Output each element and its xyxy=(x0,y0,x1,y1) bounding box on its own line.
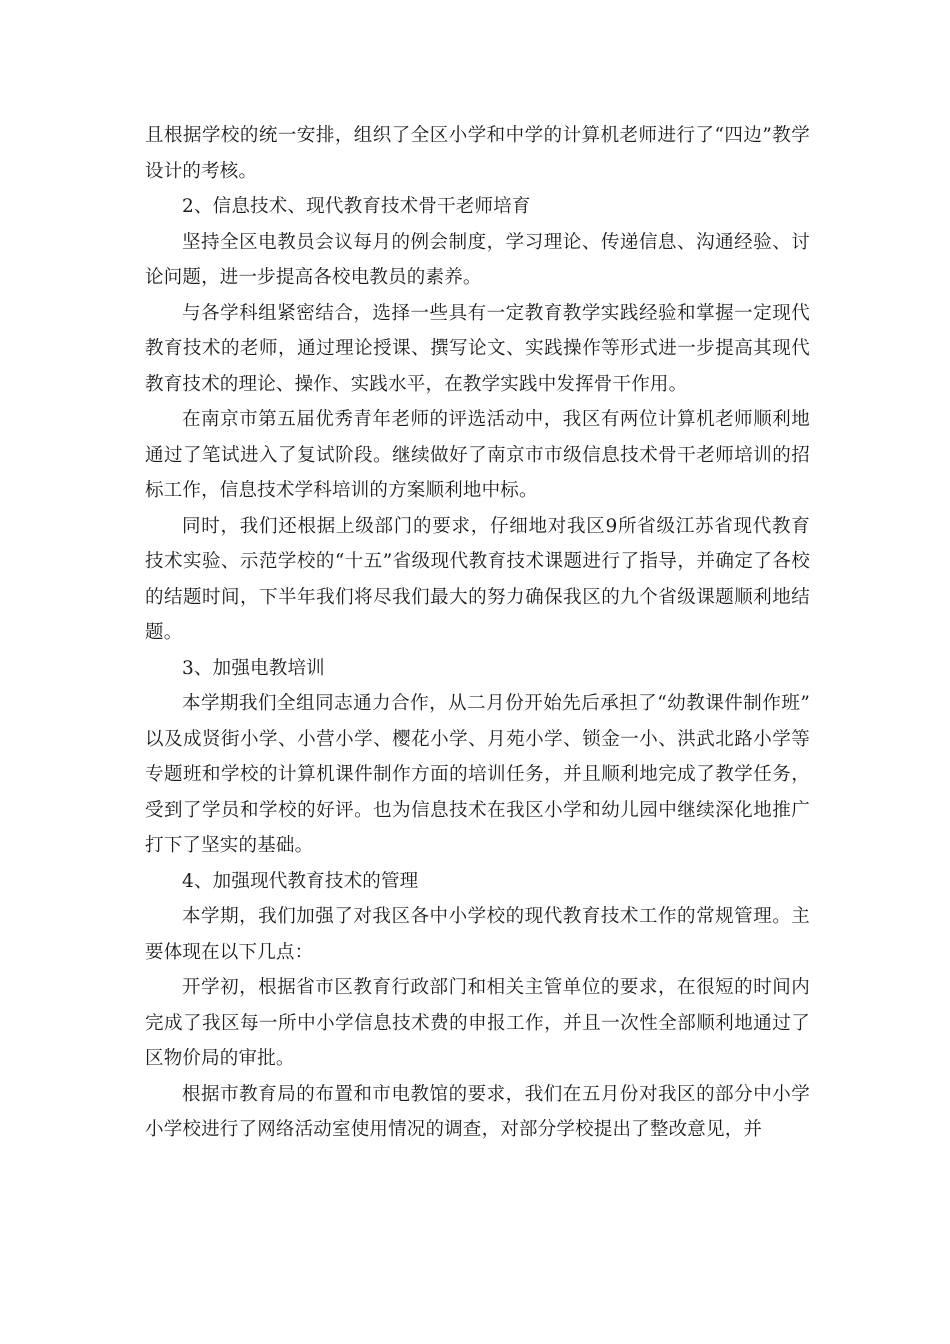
section-heading-3: 3、加强电教培训 xyxy=(182,657,325,679)
paragraph: 开学初，根据省市区教育行政部门和相关主管单位的要求，在很短的时间内完成了我区每一所中小学信息技术费的申报工作，并且一次性全部顺利地通过了区物价局的审批。 xyxy=(145,977,810,1069)
paragraph: 同时，我们还根据上级部门的要求，仔细地对我区9所省级江苏省现代教育技术实验、示范学校的“十五”省级现代教育技术课题进行了指导，并确定了各校的结题时间，下半年我们将尽我们最大的努力确保我区的九个省级课题顺利地结题。 xyxy=(145,515,810,643)
paragraph: 根据市教育局的布置和市电教馆的要求，我们在五月份对我区的部分中小学小学校进行了网络活动室使用情况的调查，对部分学校提出了整改意见，并 xyxy=(145,1083,810,1140)
document-body xyxy=(145,118,810,1148)
section-heading-2: 2、信息技术、现代教育技术骨干老师培育 xyxy=(182,196,531,217)
paragraph: 坚持全区电教员会议每月的例会制度，学习理论、传递信息、沟通经验、讨论问题，进一步提高各校电教员的素养。 xyxy=(145,231,810,288)
paragraph: 本学期我们全组同志通力合作，从二月份开始先后承担了“幼教课件制作班” 以及成贤街小学、小营小学、樱花小学、月苑小学、锁金一小、洪武北路小学等专题班和学校的计算机课件制作方面的培训任务，并且顺利地完成了教学任务，受到了学员和学校的好评。也为信息技术在我区小学和幼儿园中继续深化地推广打下了坚实的基础。 xyxy=(145,693,810,856)
paragraph-continuation: 且根据学校的统一安排，组织了全区小学和中学的计算机老师进行了“四边”教学设计的考核。 xyxy=(145,125,810,182)
section-heading-4: 4、加强现代教育技术的管理 xyxy=(182,870,419,892)
paragraph: 与各学科组紧密结合，选择一些具有一定教育教学实践经验和掌握一定现代教育技术的老师，通过理论授课、撰写论文、实践操作等形式进一步提高其现代教育技术的理论、操作、实践水平，在教学实践中发挥骨干作用。 xyxy=(145,302,810,395)
paragraph: 本学期，我们加强了对我区各中小学校的现代教育技术工作的常规管理。主要体现在以下几点： xyxy=(145,906,810,963)
paragraph: 在南京市第五届优秀青年老师的评选活动中，我区有两位计算机老师顺利地通过了笔试进入了复试阶段。继续做好了南京市市级信息技术骨干老师培训的招标工作，信息技术学科培训的方案顺利地中标。 xyxy=(145,409,810,501)
